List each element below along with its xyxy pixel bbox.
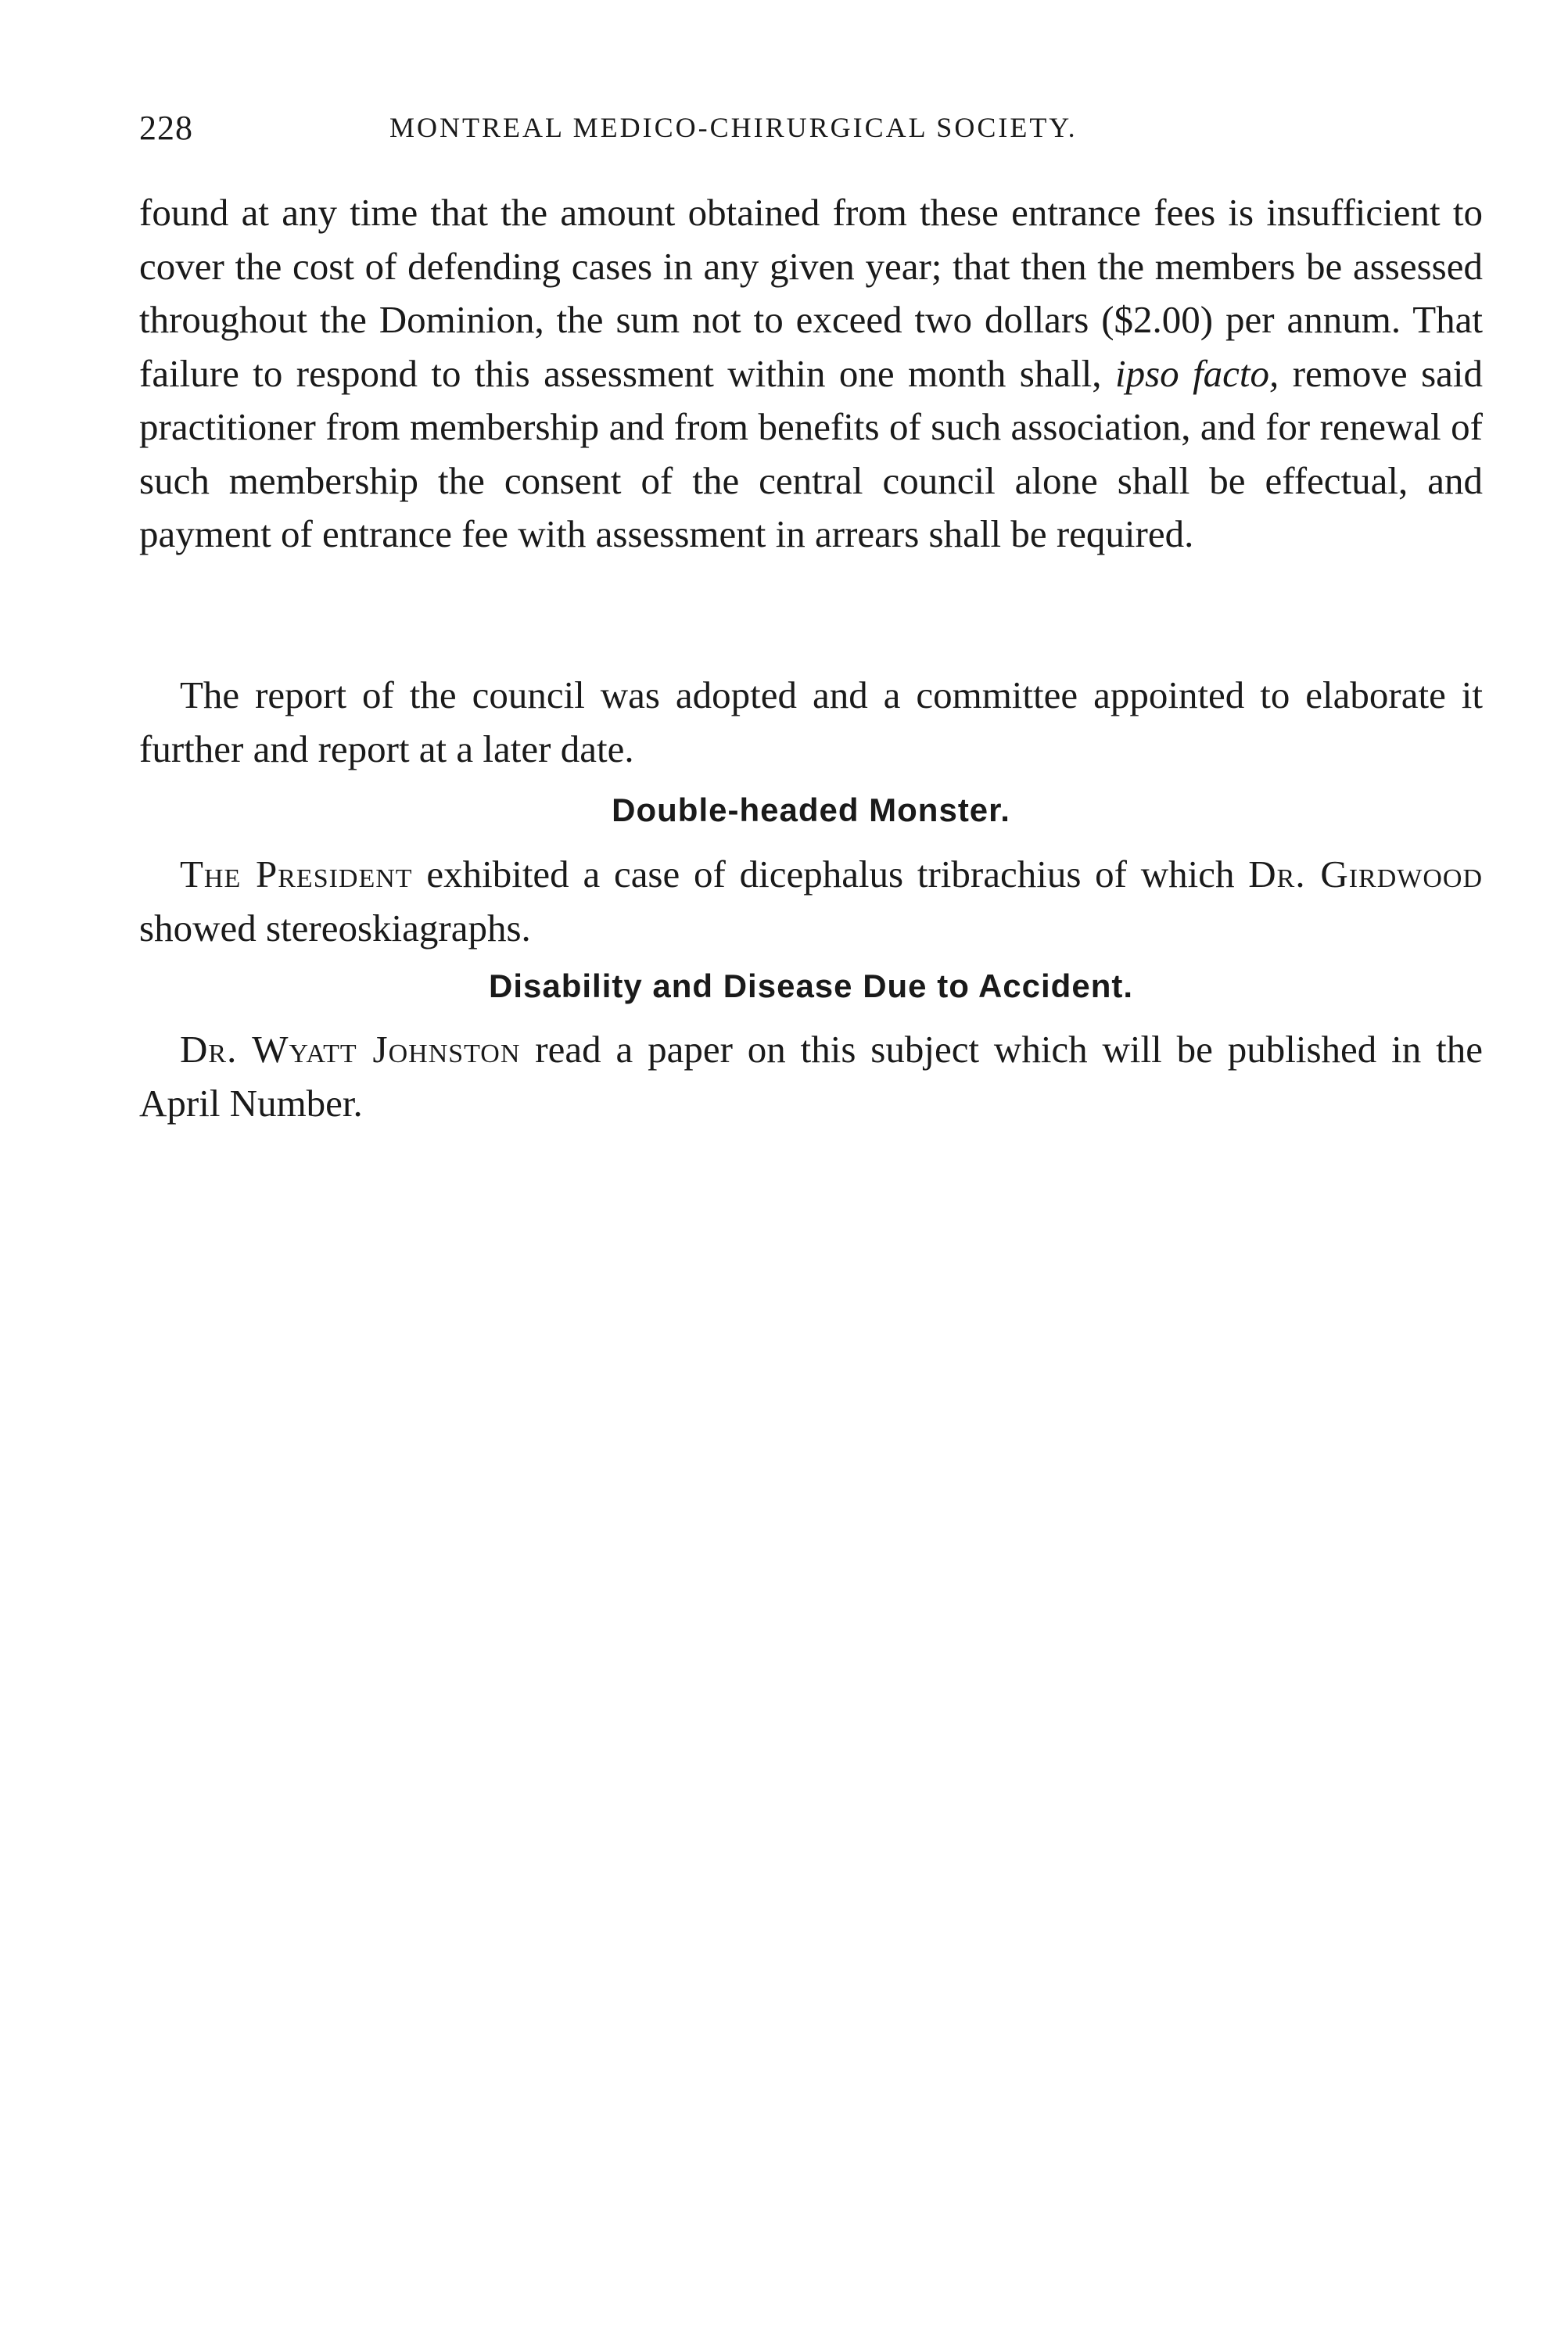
section-text-b: showed stereoskiagraphs. (139, 906, 531, 950)
section-text-a: exhibited a case of dicephalus tribrachius of which (412, 853, 1249, 896)
section-text-a: read a paper on this subject which will be published in the April Number. (139, 1028, 1484, 1125)
speaker-name: Dr. Wyatt Johnston (180, 1028, 521, 1071)
section-heading-double-headed-monster: Double-headed Monster. (612, 792, 1010, 828)
paragraph-double-headed-monster-text (139, 848, 1483, 955)
running-head (139, 108, 1469, 155)
paragraph-disability (139, 1023, 1483, 1130)
second-speaker-name: Dr. Girdwood (1248, 853, 1484, 896)
continuation-part-1: found at any time that the amount obtained from these entrance fees is insufficient to cover the cost of defending cases in any given year; that then the members be assessed throughout the Dominion, the sum not to exceed two dollars ($2.00) per annum. That failure to respond to this assessment within one month shall, (139, 191, 1483, 395)
paragraph-continuation-text (139, 186, 1483, 562)
running-title: MONTREAL MEDICO-CHIRURGICAL SOCIETY. (389, 112, 1078, 143)
paragraph-report-text: The report of the council was adopted and a committee appointed to elaborate it further and report at a later date. (139, 673, 1483, 770)
paragraph-disability-text (139, 1023, 1483, 1130)
section-heading-disability: Disability and Disease Due to Accident. (489, 967, 1133, 1004)
page-number: 228 (139, 109, 193, 147)
italic-phrase: ipso facto, (1114, 351, 1279, 395)
continuation-part-2: remove said practitioner from membership and from benefits of such association, and for renewal of such membership the consent of the central council alone shall be effectual, and payment of entrance fee with assessment in arrears shall be required. (139, 351, 1484, 555)
paragraph-continuation (139, 186, 1483, 562)
paragraph-report (139, 669, 1483, 776)
paragraph-double-headed-monster (139, 848, 1483, 955)
speaker-name: The President (180, 853, 413, 896)
